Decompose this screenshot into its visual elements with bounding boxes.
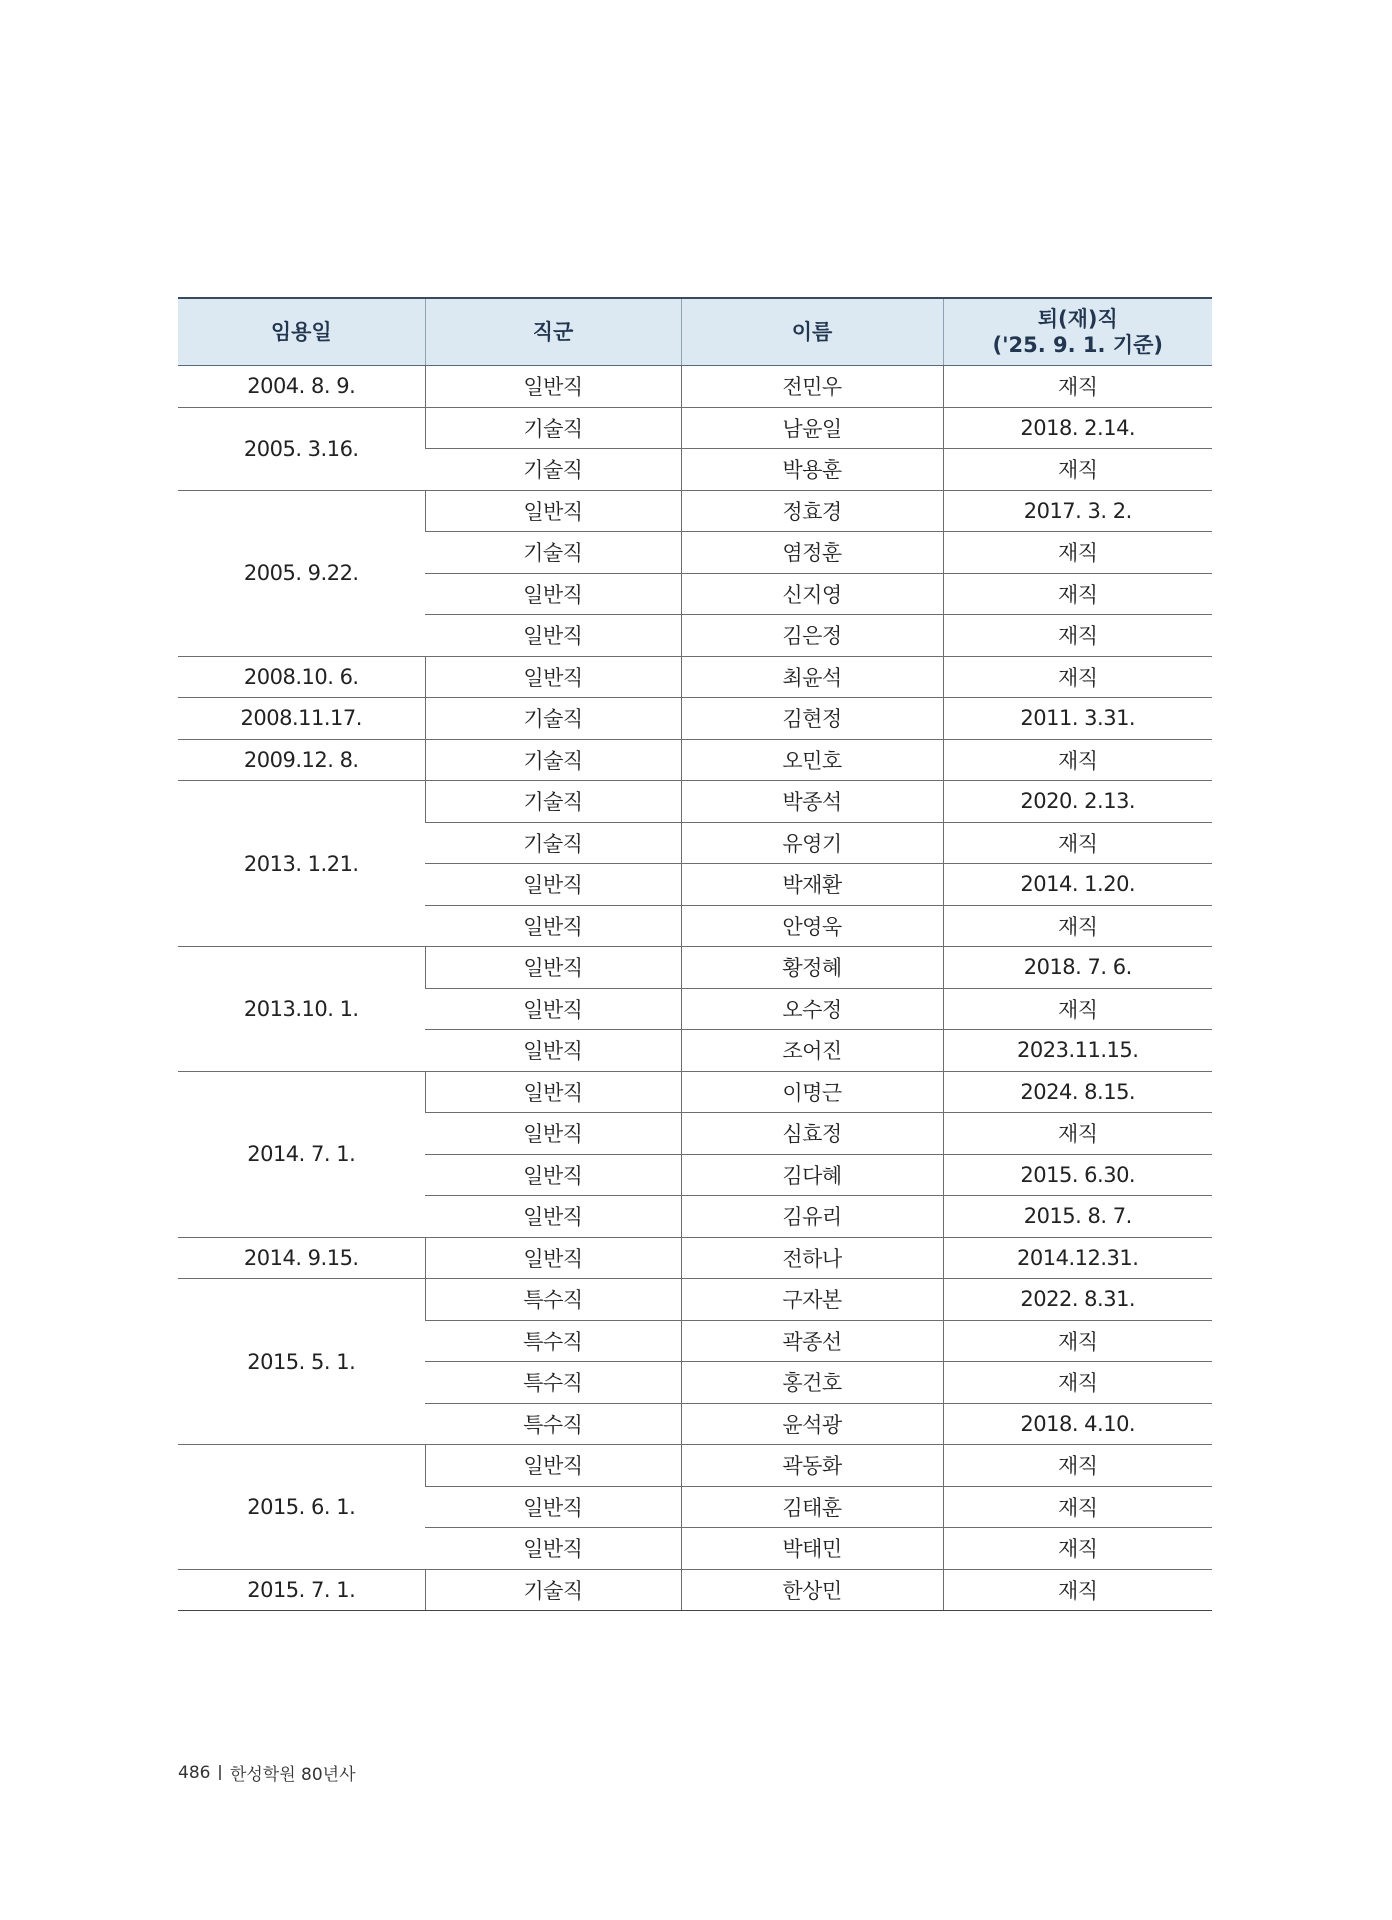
table-row — [178, 1279, 1212, 1321]
status-cell: 재직 — [943, 573, 1212, 615]
name-cell: 박재환 — [681, 864, 943, 906]
job-group-cell: 일반직 — [425, 1486, 681, 1528]
status-cell: 재직 — [943, 366, 1212, 408]
name-cell: 남윤일 — [681, 407, 943, 449]
job-group-cell: 특수직 — [425, 1320, 681, 1362]
status-cell: 재직 — [943, 615, 1212, 657]
name-cell: 오수정 — [681, 988, 943, 1030]
job-group-cell: 일반직 — [425, 656, 681, 698]
job-group-cell: 일반직 — [425, 864, 681, 906]
table-row — [178, 1071, 1212, 1113]
name-cell: 황정혜 — [681, 947, 943, 989]
name-cell: 염정훈 — [681, 532, 943, 574]
job-group-cell: 일반직 — [425, 615, 681, 657]
name-cell: 전민우 — [681, 366, 943, 408]
table-row — [178, 698, 1212, 740]
name-cell: 최윤석 — [681, 656, 943, 698]
table-row — [178, 947, 1212, 989]
status-cell: 재직 — [943, 1320, 1212, 1362]
header-status — [943, 298, 1212, 366]
header-job-group: 직군 — [425, 298, 681, 366]
status-cell: 재직 — [943, 1486, 1212, 1528]
page-number: 486 — [178, 1762, 211, 1783]
job-group-cell: 일반직 — [425, 988, 681, 1030]
appointment-date-cell: 2013.10. 1. — [178, 947, 425, 1072]
book-title: 한성학원 80년사 — [229, 1765, 356, 1785]
job-group-cell: 일반직 — [425, 905, 681, 947]
status-cell: 2014.12.31. — [943, 1237, 1212, 1279]
job-group-cell: 일반직 — [425, 366, 681, 408]
header-status-basis: ('25. 9. 1. 기준) — [992, 333, 1163, 357]
name-cell: 윤석광 — [681, 1403, 943, 1445]
name-cell: 오민호 — [681, 739, 943, 781]
appointment-date-cell: 2015. 7. 1. — [178, 1569, 425, 1611]
name-cell: 유영기 — [681, 822, 943, 864]
status-cell: 재직 — [943, 449, 1212, 491]
table-row — [178, 1569, 1212, 1611]
job-group-cell: 기술직 — [425, 532, 681, 574]
status-cell: 재직 — [943, 532, 1212, 574]
job-group-cell: 일반직 — [425, 1237, 681, 1279]
name-cell: 김유리 — [681, 1196, 943, 1238]
status-cell: 2014. 1.20. — [943, 864, 1212, 906]
appointment-date-cell: 2004. 8. 9. — [178, 366, 425, 408]
header-row — [178, 298, 1212, 366]
table-row — [178, 656, 1212, 698]
page-footer — [178, 1760, 356, 1785]
status-cell: 재직 — [943, 1362, 1212, 1404]
table-row — [178, 781, 1212, 823]
status-cell: 재직 — [943, 1569, 1212, 1611]
appointment-date-cell: 2005. 3.16. — [178, 407, 425, 490]
status-cell: 2018. 2.14. — [943, 407, 1212, 449]
appointment-date-cell: 2008.10. 6. — [178, 656, 425, 698]
name-cell: 홍건호 — [681, 1362, 943, 1404]
status-cell: 재직 — [943, 822, 1212, 864]
header-appointment-date: 임용일 — [178, 298, 425, 366]
job-group-cell: 일반직 — [425, 573, 681, 615]
status-cell: 재직 — [943, 656, 1212, 698]
status-cell: 2020. 2.13. — [943, 781, 1212, 823]
status-cell: 재직 — [943, 1445, 1212, 1487]
table-row — [178, 739, 1212, 781]
job-group-cell: 일반직 — [425, 1445, 681, 1487]
status-cell: 재직 — [943, 1113, 1212, 1155]
name-cell: 박종석 — [681, 781, 943, 823]
status-cell: 재직 — [943, 739, 1212, 781]
name-cell: 구자본 — [681, 1279, 943, 1321]
job-group-cell: 기술직 — [425, 781, 681, 823]
name-cell: 심효정 — [681, 1113, 943, 1155]
job-group-cell: 일반직 — [425, 1030, 681, 1072]
job-group-cell: 일반직 — [425, 490, 681, 532]
table-body — [178, 366, 1212, 1611]
job-group-cell: 특수직 — [425, 1362, 681, 1404]
name-cell: 김현정 — [681, 698, 943, 740]
job-group-cell: 기술직 — [425, 407, 681, 449]
table-row — [178, 1445, 1212, 1487]
name-cell: 곽종선 — [681, 1320, 943, 1362]
name-cell: 곽동화 — [681, 1445, 943, 1487]
appointment-date-cell: 2014. 9.15. — [178, 1237, 425, 1279]
table-row — [178, 490, 1212, 532]
status-cell: 2024. 8.15. — [943, 1071, 1212, 1113]
job-group-cell: 기술직 — [425, 739, 681, 781]
name-cell: 김은정 — [681, 615, 943, 657]
name-cell: 김태훈 — [681, 1486, 943, 1528]
name-cell: 박용훈 — [681, 449, 943, 491]
appointment-date-cell: 2013. 1.21. — [178, 781, 425, 947]
footer-divider — [219, 1765, 221, 1780]
status-cell: 2022. 8.31. — [943, 1279, 1212, 1321]
job-group-cell: 기술직 — [425, 449, 681, 491]
appointment-date-cell: 2015. 6. 1. — [178, 1445, 425, 1570]
table-row — [178, 407, 1212, 449]
job-group-cell: 기술직 — [425, 698, 681, 740]
status-cell: 2023.11.15. — [943, 1030, 1212, 1072]
status-cell: 재직 — [943, 988, 1212, 1030]
status-cell: 2011. 3.31. — [943, 698, 1212, 740]
status-cell: 2015. 6.30. — [943, 1154, 1212, 1196]
job-group-cell: 특수직 — [425, 1403, 681, 1445]
job-group-cell: 일반직 — [425, 1071, 681, 1113]
status-cell: 2018. 7. 6. — [943, 947, 1212, 989]
appointment-date-cell: 2005. 9.22. — [178, 490, 425, 656]
job-group-cell: 일반직 — [425, 1528, 681, 1570]
header-name: 이름 — [681, 298, 943, 366]
name-cell: 한상민 — [681, 1569, 943, 1611]
appointment-date-cell: 2009.12. 8. — [178, 739, 425, 781]
table-row — [178, 366, 1212, 408]
job-group-cell: 일반직 — [425, 1154, 681, 1196]
name-cell: 안영욱 — [681, 905, 943, 947]
status-cell: 2018. 4.10. — [943, 1403, 1212, 1445]
table-row — [178, 1237, 1212, 1279]
status-cell: 2015. 8. 7. — [943, 1196, 1212, 1238]
job-group-cell: 일반직 — [425, 1196, 681, 1238]
name-cell: 정효경 — [681, 490, 943, 532]
job-group-cell: 기술직 — [425, 822, 681, 864]
name-cell: 조어진 — [681, 1030, 943, 1072]
job-group-cell: 일반직 — [425, 1113, 681, 1155]
status-cell: 재직 — [943, 1528, 1212, 1570]
staff-table — [178, 297, 1212, 1611]
job-group-cell: 기술직 — [425, 1569, 681, 1611]
name-cell: 이명근 — [681, 1071, 943, 1113]
name-cell: 전하나 — [681, 1237, 943, 1279]
job-group-cell: 특수직 — [425, 1279, 681, 1321]
appointment-date-cell: 2014. 7. 1. — [178, 1071, 425, 1237]
job-group-cell: 일반직 — [425, 947, 681, 989]
name-cell: 박태민 — [681, 1528, 943, 1570]
name-cell: 신지영 — [681, 573, 943, 615]
status-cell: 재직 — [943, 905, 1212, 947]
name-cell: 김다혜 — [681, 1154, 943, 1196]
appointment-date-cell: 2015. 5. 1. — [178, 1279, 425, 1445]
appointment-date-cell: 2008.11.17. — [178, 698, 425, 740]
status-cell: 2017. 3. 2. — [943, 490, 1212, 532]
header-status-label: 퇴(재)직 — [1037, 306, 1118, 331]
